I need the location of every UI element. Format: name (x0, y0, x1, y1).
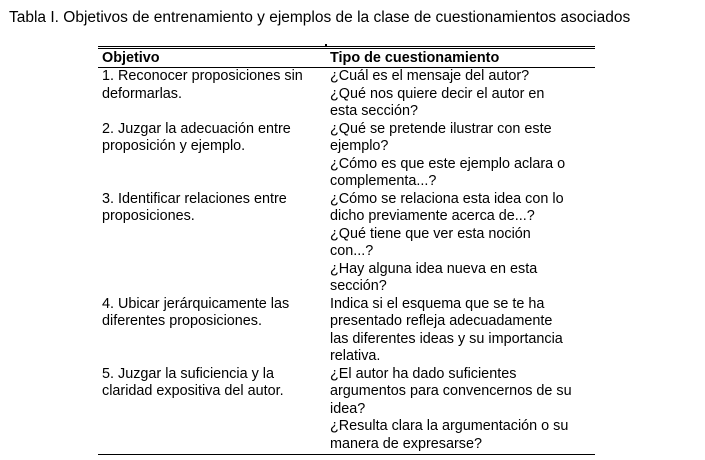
tipo-line: dicho previamente acerca de...? (330, 208, 535, 224)
tipo-line: complementa...? (330, 173, 437, 189)
table-row (98, 191, 595, 296)
objetivo-line: 5. Juzgar la suficiencia y la (102, 365, 274, 382)
tipo-line: ¿Cómo es que este ejemplo aclara o (330, 155, 566, 172)
objetivo-line: deformarlas. (102, 85, 182, 102)
tipo-line: ejemplo? (330, 138, 389, 154)
tipo-line: ¿Hay alguna idea nueva en esta (330, 260, 538, 277)
cell-objetivo (98, 366, 330, 401)
tipo-line: manera de expresarse? (330, 435, 482, 452)
tipo-line: ¿Qué nos quiere decir el autor en (330, 85, 545, 102)
objetivo-line: 2. Juzgar la adecuación entre (102, 120, 291, 137)
tipo-line: sección? (330, 278, 387, 294)
cell-tipo-cuestionamiento (330, 296, 595, 366)
objetivo-line: claridad expositiva del autor. (102, 383, 284, 399)
tipo-line: con...? (330, 243, 374, 259)
objetivo-line: 3. Identificar relaciones entre (102, 190, 287, 207)
tipo-line: relativa. (330, 348, 381, 364)
cell-tipo-cuestionamiento (330, 68, 595, 121)
tipo-line: idea? (330, 400, 366, 417)
tipo-line: argumentos para convencernos de su (330, 383, 572, 399)
objectives-table (98, 46, 595, 455)
tipo-line: ¿Resulta clara la argumentación o su (330, 418, 569, 434)
tipo-line: las diferentes ideas y su importancia (330, 330, 563, 347)
table-row (98, 366, 595, 454)
table-caption: Tabla I. Objetivos de entrenamiento y ejemplos de la clase de cuestionamientos asociados (9, 9, 631, 26)
tipo-line: esta sección? (330, 103, 418, 119)
table-bottom-rule (98, 454, 595, 455)
cell-objetivo (98, 121, 330, 156)
cell-tipo-cuestionamiento (330, 366, 595, 454)
tipo-line: ¿El autor ha dado suficientes (330, 365, 517, 382)
tipo-line: ¿Cómo se relaciona esta idea con lo (330, 190, 564, 207)
objetivo-line: diferentes proposiciones. (102, 313, 262, 329)
cell-tipo-cuestionamiento (330, 121, 595, 191)
objetivo-line: proposiciones. (102, 208, 195, 224)
cell-objetivo (98, 191, 330, 226)
tipo-line: ¿Cuál es el mensaje del autor? (330, 68, 530, 84)
tipo-line: presentado refleja adecuadamente (330, 313, 553, 329)
tipo-line: ¿Qué se pretende ilustrar con este (330, 120, 552, 137)
cell-tipo-cuestionamiento (330, 191, 595, 296)
objetivo-line: proposición y ejemplo. (102, 138, 246, 154)
objetivo-line: 4. Ubicar jerárquicamente las (102, 295, 290, 312)
objetivo-line: 1. Reconocer proposiciones sin (102, 68, 303, 84)
cell-objetivo (98, 296, 330, 331)
header-objetivo: Objetivo (102, 50, 160, 66)
tipo-line: ¿Qué tiene que ver esta noción (330, 225, 531, 242)
tipo-line: Indica si el esquema que se te ha (330, 295, 545, 312)
cell-objetivo (98, 68, 330, 103)
header-tipo-cuestionamiento: Tipo de cuestionamiento (330, 50, 500, 66)
table-row (98, 121, 595, 191)
table-body (98, 68, 595, 453)
table-row (98, 296, 595, 366)
table-header-row (98, 49, 595, 67)
table-row (98, 68, 595, 121)
